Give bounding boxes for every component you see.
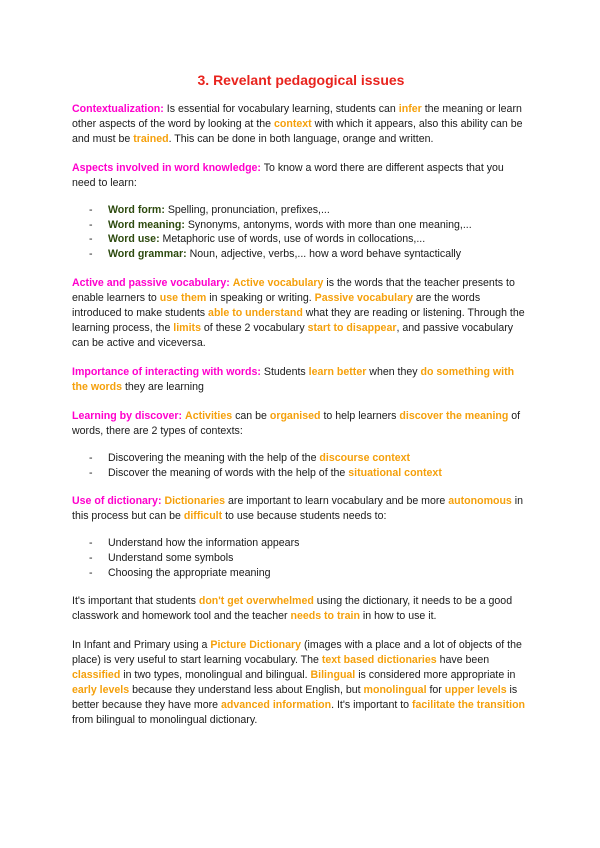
contextualization-paragraph: Contextualization: Is essential for vocabulary learning, students can infer the meaning or learn other aspects of the word by looking at the context with which it appears, also this ability can be and must be trained. This can be done in both language, orange and written. — [72, 103, 523, 145]
keyword: Activities — [185, 409, 233, 422]
list-item: - Word use: Metaphoric use of words, use of words in collocations,... — [86, 232, 530, 247]
keyword: Picture Dictionary — [210, 639, 302, 652]
list-item: - Understand how the information appears — [86, 536, 530, 551]
keyword: early levels — [72, 684, 130, 697]
section-heading: Contextualization: — [72, 103, 164, 115]
list-item: - Word meaning: Synonyms, antonyms, words with more than one meaning,... — [86, 218, 530, 233]
document-page — [72, 72, 530, 742]
keyword: infer — [398, 103, 422, 115]
keyword: Active vocabulary — [232, 276, 324, 289]
keyword: Dictionaries — [164, 495, 226, 508]
section-heading: Use of dictionary: — [72, 495, 162, 508]
keyword: Bilingual — [310, 669, 356, 682]
keyword: needs to train — [290, 610, 360, 623]
keyword: difficult — [183, 510, 223, 523]
list-item: - Word form: Spelling, pronunciation, prefixes,... — [86, 203, 530, 218]
keyword: classified — [72, 669, 121, 682]
term: Word form: — [108, 204, 165, 216]
term: Word use: — [108, 233, 160, 246]
keyword: discourse context — [319, 451, 411, 464]
section-heading: Learning by discover: — [72, 409, 183, 422]
section-heading: Aspects involved in word knowledge: — [72, 162, 261, 174]
term: Word grammar: — [108, 248, 187, 261]
keyword: situational context — [348, 466, 442, 479]
discover-paragraph: Learning by discover: Activities can be organised to help learners discover the meaning of words, there are 2 types of contexts: — [72, 409, 521, 437]
overwhelm-paragraph: It's important that students don't get overwhelmed using the dictionary, it needs to be a good classwork and homework tool and the teacher needs to train in how to use it. — [72, 595, 513, 623]
dictionary-paragraph: Use of dictionary: Dictionaries are important to learn vocabulary and be more autonomous in this process but can be difficult to use because students needs to: — [72, 495, 524, 523]
dictionary-needs-list — [72, 536, 530, 580]
aspects-paragraph: Aspects involved in word knowledge: To know a word there are different aspects that you need to learn: — [72, 162, 504, 189]
keyword: monolingual — [363, 684, 427, 697]
keyword: start to disappear — [307, 321, 397, 334]
aspects-list — [72, 203, 530, 262]
keyword: learn better — [308, 365, 367, 378]
keyword: organised — [269, 409, 321, 422]
keyword: discover the meaning — [399, 409, 509, 422]
list-item: - Understand some symbols — [86, 551, 530, 566]
keyword: able to understand — [208, 306, 303, 319]
list-item: - Discovering the meaning with the help of the discourse context — [86, 451, 530, 466]
section-heading: Importance of interacting with words: — [72, 365, 261, 378]
section-heading: Active and passive vocabulary: — [72, 276, 230, 289]
keyword: facilitate the transition — [412, 699, 526, 712]
keyword: text based dictionaries — [321, 654, 437, 667]
keyword: use them — [159, 291, 207, 304]
keyword: limits — [173, 321, 201, 334]
list-item: - Word grammar: Noun, adjective, verbs,... how a word behave syntactically — [86, 247, 530, 262]
keyword: don't get overwhelmed — [198, 595, 314, 608]
keyword: Passive vocabulary — [314, 291, 413, 304]
page-title: 3. Revelant pedagogical issues — [197, 72, 405, 88]
keyword: autonomous — [448, 495, 512, 508]
list-item: - Discover the meaning of words with the help of the situational context — [86, 466, 530, 481]
keyword: trained — [133, 133, 169, 145]
keyword: advanced information — [221, 699, 332, 712]
active-passive-paragraph: Active and passive vocabulary: Active vocabulary is the words that the teacher presents to enable learners to use them in speaking or writing. Passive vocabulary are the words introduced to make students able to understand what they are reading or listening. Through the learning process, the limits of these 2 vocabulary start to disappear, and passive vocabulary can be active and viceversa. — [72, 276, 525, 349]
keyword: do something with the words — [72, 365, 515, 393]
keyword: context — [274, 118, 312, 130]
term: Word meaning: — [108, 218, 185, 231]
contexts-list — [72, 451, 530, 480]
interacting-paragraph: Importance of interacting with words: Students learn better when they do something with the words they are learning — [72, 365, 515, 393]
keyword: upper levels — [444, 684, 507, 697]
list-item: - Choosing the appropriate meaning — [86, 566, 530, 581]
infant-primary-paragraph: In Infant and Primary using a Picture Dictionary (images with a place and a lot of objects of the place) is very useful to start learning vocabulary. The text based dictionaries have been classified in two types, monolingual and bilingual. Bilingual is considered more appropriate in early levels because they understand less about English, but monolingual for upper levels is better because they have more advanced information. It's important to facilitate the transition from bilingual to monolingual dictionary. — [72, 639, 526, 727]
